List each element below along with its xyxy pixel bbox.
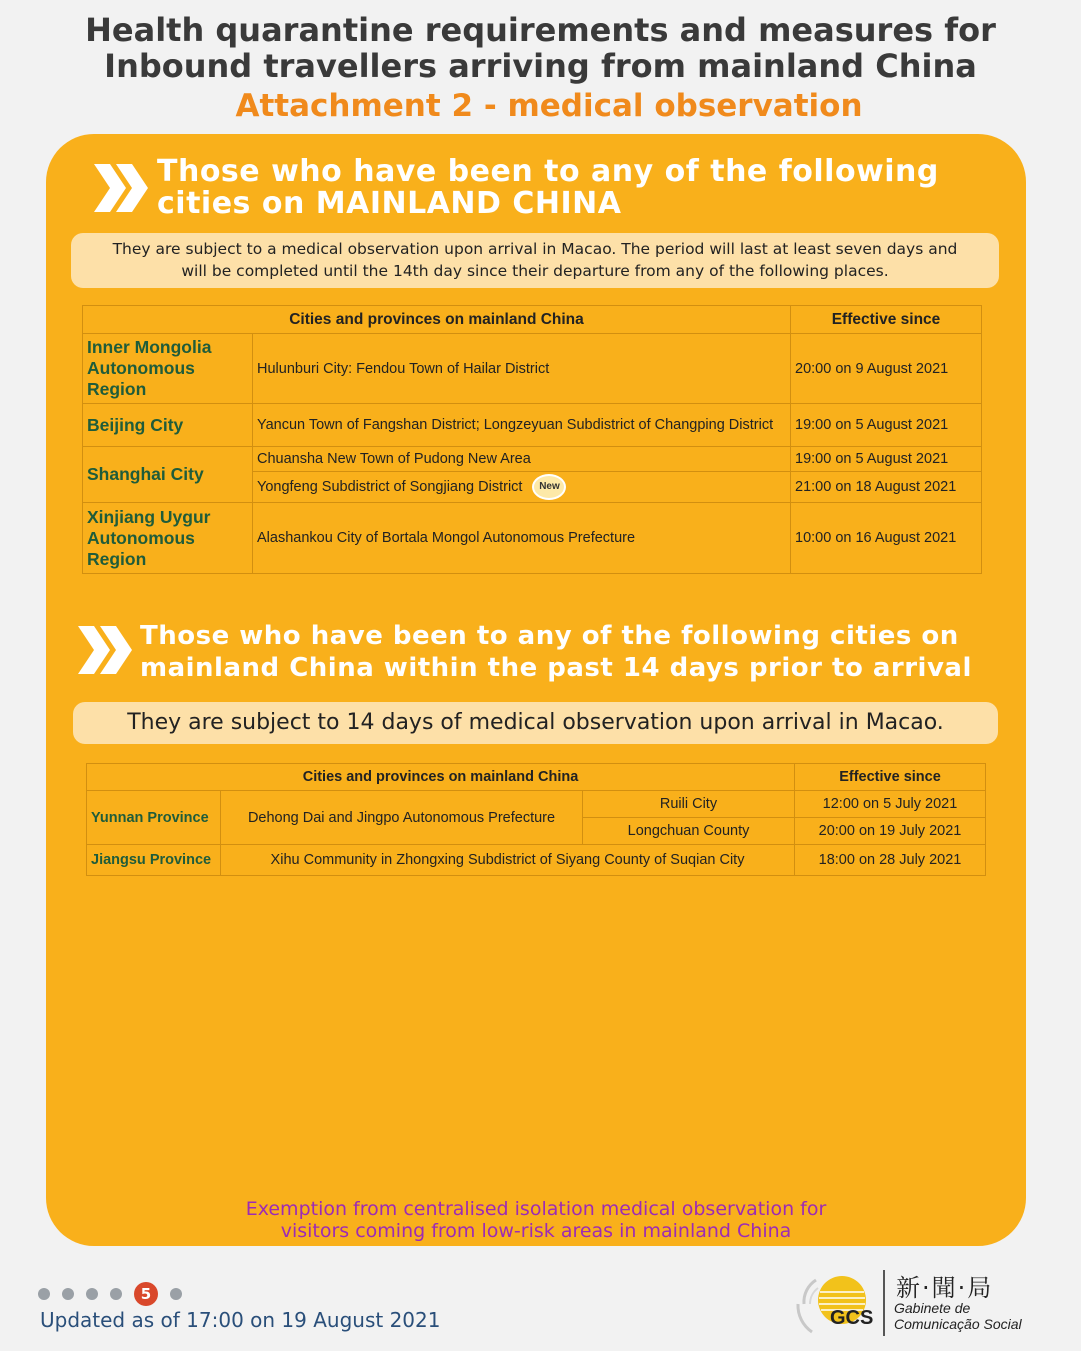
col-header-since: Effective since — [791, 306, 982, 334]
place-cell: Alashankou City of Bortala Mongol Autonomous Prefecture — [253, 503, 791, 574]
col-header-cities: Cities and provinces on mainland China — [87, 764, 795, 791]
section1-heading — [157, 156, 939, 220]
page-dot[interactable] — [86, 1288, 98, 1300]
svg-text:GCS: GCS — [830, 1307, 874, 1329]
section1-note-line1: They are subject to a medical observation upon arrival in Macao. The period will last at least seven days and — [112, 240, 958, 258]
title-line-1: Health quarantine requirements and measures for — [85, 11, 996, 49]
section1-heading-line1: Those who have been to any of the following — [157, 154, 939, 189]
region-cell: Yunnan Province — [87, 791, 221, 845]
since-cell: 18:00 on 28 July 2021 — [795, 845, 986, 876]
place-cell: Hulunburi City: Fendou Town of Hailar District — [253, 334, 791, 404]
exemption-line2[interactable]: visitors coming from low-risk areas in mainland China — [280, 1220, 792, 1242]
table-row — [87, 845, 986, 876]
since-cell: 10:00 on 16 August 2021 — [791, 503, 982, 574]
table-row — [83, 503, 982, 574]
logo-portuguese-text — [894, 1300, 1022, 1332]
city-cell: Ruili City — [583, 791, 795, 818]
since-cell: 19:00 on 5 August 2021 — [791, 447, 982, 472]
col-header-since: Effective since — [795, 764, 986, 791]
page-dot-current[interactable]: 5 — [134, 1282, 158, 1306]
region-cell: Jiangsu Province — [87, 845, 221, 876]
region-cell: Beijing City — [83, 404, 253, 447]
page-dot[interactable] — [62, 1288, 74, 1300]
section1-note-line2: will be completed until the 14th day since their departure from any of the following places. — [181, 262, 889, 280]
page-dot[interactable] — [38, 1288, 50, 1300]
section2-note: They are subject to 14 days of medical observation upon arrival in Macao. — [73, 702, 998, 744]
region-cell: Xinjiang Uygur Autonomous Region — [83, 503, 253, 574]
updated-timestamp: Updated as of 17:00 on 19 August 2021 — [40, 1308, 441, 1332]
section1-note — [71, 233, 999, 288]
section2-table — [86, 763, 986, 876]
pagination — [38, 1282, 182, 1306]
section1-heading-line2: cities on MAINLAND CHINA — [157, 186, 622, 221]
table-row — [83, 404, 982, 447]
page-dot[interactable] — [110, 1288, 122, 1300]
table-header-row — [87, 764, 986, 791]
place-cell — [253, 472, 791, 503]
since-cell: 20:00 on 9 August 2021 — [791, 334, 982, 404]
since-cell: 12:00 on 5 July 2021 — [795, 791, 986, 818]
section2-heading-line1: Those who have been to any of the following cities on — [140, 621, 959, 651]
place-cell: Chuansha New Town of Pudong New Area — [253, 447, 791, 472]
region-cell: Shanghai City — [83, 447, 253, 503]
table-row — [83, 447, 982, 472]
since-cell: 20:00 on 19 July 2021 — [795, 818, 986, 845]
table-header-row — [83, 306, 982, 334]
prefecture-cell: Dehong Dai and Jingpo Autonomous Prefecture — [221, 791, 583, 845]
section2-heading-line2: mainland China within the past 14 days prior to arrival — [140, 653, 972, 683]
content-panel — [46, 134, 1026, 1246]
chevron-right-double-icon — [76, 624, 134, 676]
col-header-cities: Cities and provinces on mainland China — [83, 306, 791, 334]
title-line-2: Inbound travellers arriving from mainland China — [104, 47, 977, 85]
page-dot[interactable] — [170, 1288, 182, 1300]
region-cell: Inner Mongolia Autonomous Region — [83, 334, 253, 404]
new-badge: New — [532, 474, 566, 500]
logo-pt-line1: Gabinete de — [894, 1300, 971, 1316]
page-title — [0, 12, 1081, 84]
exemption-line1[interactable]: Exemption from centralised isolation medical observation for — [245, 1198, 827, 1220]
place-cell: Yancun Town of Fangshan District; Longzeyuan Subdistrict of Changping District — [253, 404, 791, 447]
since-cell: 19:00 on 5 August 2021 — [791, 404, 982, 447]
page-subtitle: Attachment 2 - medical observation — [235, 88, 863, 124]
place-cell: Xihu Community in Zhongxing Subdistrict of Siyang County of Suqian City — [221, 845, 795, 876]
logo-chinese-text: 新·聞·局 — [896, 1274, 994, 1302]
table-row — [83, 334, 982, 404]
exemption-link[interactable] — [46, 1198, 1026, 1242]
city-cell: Longchuan County — [583, 818, 795, 845]
section1-table — [82, 305, 982, 574]
place-text: Yongfeng Subdistrict of Songjiang District — [257, 478, 523, 495]
chevron-right-double-icon — [92, 162, 150, 214]
section2-heading — [140, 620, 972, 684]
logo-pt-line2: Comunicação Social — [894, 1316, 1022, 1332]
table-row — [87, 791, 986, 818]
since-cell: 21:00 on 18 August 2021 — [791, 472, 982, 503]
